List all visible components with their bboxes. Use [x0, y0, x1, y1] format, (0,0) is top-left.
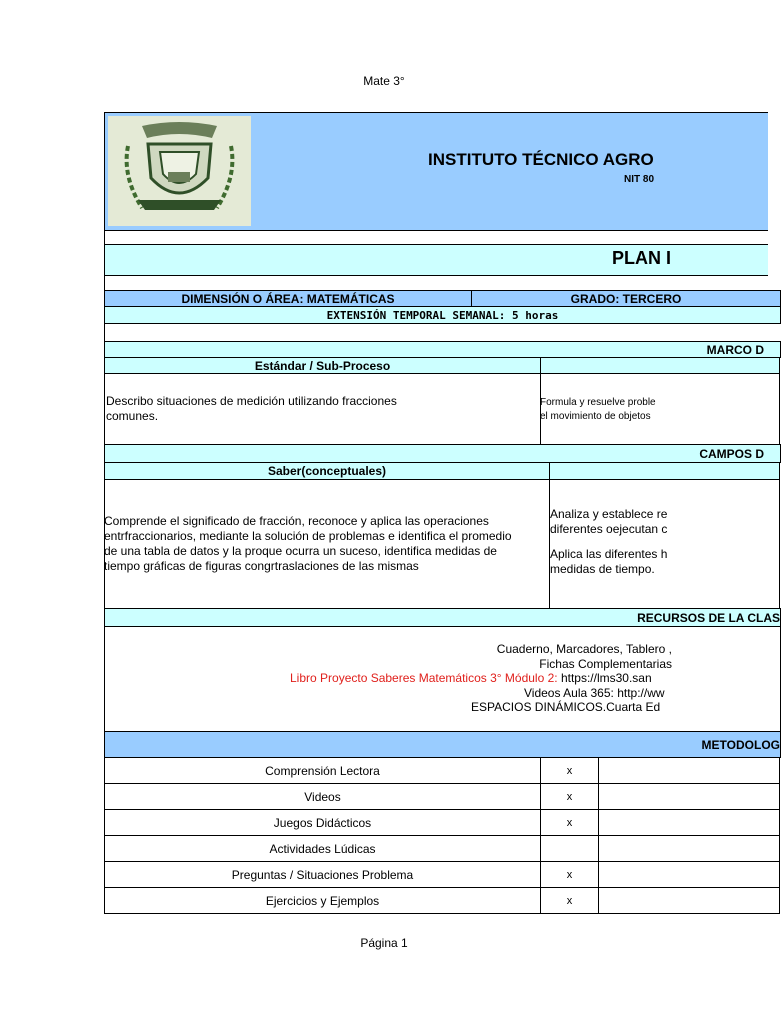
- metodologia-row-label: Ejercicios y Ejemplos: [104, 887, 541, 914]
- campos-right-line: Analiza y establece re: [550, 507, 668, 521]
- marco-right-line: el movimiento de objetos: [540, 411, 651, 422]
- standard-text: [106, 394, 536, 424]
- school-logo: [108, 116, 251, 226]
- metodologia-row-extra: [598, 835, 780, 862]
- standard-line: Describo situaciones de medición utilizando fracciones: [106, 394, 397, 408]
- saber-line: Comprende el significado de fracción, reconoce y aplica las operaciones: [104, 514, 489, 528]
- marco-right-line: Formula y resuelve proble: [540, 397, 656, 408]
- videos-line: Videos Aula 365: http://ww: [524, 686, 665, 700]
- libro-label: Libro Proyecto Saberes Matemáticos 3° Módulo 2:: [290, 671, 558, 685]
- recursos-line: Fichas Complementarias: [539, 656, 672, 671]
- metodologia-row-extra: [598, 861, 780, 888]
- metodologia-row-mark: x: [540, 861, 599, 888]
- spacer-row: [104, 230, 768, 244]
- campos-right-header: [549, 462, 780, 480]
- campos-right-text: [550, 507, 768, 577]
- institution-nit: NIT 80: [624, 174, 655, 185]
- saber-line: de una tabla de datos y la proque ocurra un suceso, identifica medidas de: [104, 544, 497, 558]
- spacer-row: [104, 324, 768, 341]
- metodologia-row-label: Comprensión Lectora: [104, 757, 541, 784]
- metodologia-row-mark: [540, 835, 599, 862]
- plan-title: PLAN I: [612, 248, 672, 268]
- standard-header: Estándar / Sub-Proceso: [104, 357, 541, 374]
- area-cell: DIMENSIÓN O ÁREA: MATEMÁTICAS: [104, 290, 472, 307]
- metodologia-row-mark: x: [540, 757, 599, 784]
- saber-line: entrfraccionarios, mediante la solución de problemas e identifica el promedio: [104, 529, 512, 543]
- recursos-text: [104, 642, 672, 671]
- standard-line: comunes.: [106, 409, 159, 423]
- campos-title: CAMPOS D: [104, 444, 781, 463]
- metodologia-row-label: Actividades Lúdicas: [104, 835, 541, 862]
- plan-sheet: [104, 112, 780, 914]
- metodologia-row-label: Preguntas / Situaciones Problema: [104, 861, 541, 888]
- grade-cell: GRADO: TERCERO: [471, 290, 781, 307]
- libro-line: [290, 671, 770, 686]
- metodologia-row-mark: x: [540, 887, 599, 914]
- campos-right-line: Aplica las diferentes h: [550, 547, 668, 561]
- campos-right-line: medidas de tiempo.: [550, 562, 655, 576]
- recursos-title: [104, 608, 781, 627]
- metodologia-row-extra: [598, 757, 780, 784]
- libro-url: https://lms30.san: [557, 671, 652, 685]
- page-header: Mate 3°: [363, 74, 405, 88]
- metodologia-row-mark: x: [540, 783, 599, 810]
- extension-cell: EXTENSIÓN TEMPORAL SEMANAL: 5 horas: [104, 306, 781, 324]
- metodologia-row-mark: x: [540, 809, 599, 836]
- marco-right-text: [540, 396, 768, 424]
- marco-title: MARCO D: [104, 341, 781, 358]
- saber-line: tiempo gráficas de figuras congrtraslaciones de las mismas: [104, 559, 419, 573]
- marco-right-header: [540, 357, 780, 374]
- metodologia-row-extra: [598, 809, 780, 836]
- recursos-title-text: RECURSOS DE LA CLAS: [637, 610, 780, 625]
- metodologia-row-extra: [598, 783, 780, 810]
- metodologia-row-extra: [598, 887, 780, 914]
- saber-text: [104, 514, 548, 574]
- metodologia-title-text: METODOLOG: [701, 737, 780, 752]
- recursos-line: Cuaderno, Marcadores, Tablero ,: [496, 642, 672, 656]
- metodologia-row-label: Videos: [104, 783, 541, 810]
- saber-header: Saber(conceptuales): [104, 462, 550, 480]
- institution-name: INSTITUTO TÉCNICO AGRO: [428, 150, 654, 169]
- school-crest-icon: [108, 116, 251, 226]
- espacios-line: ESPACIOS DINÁMICOS.Cuarta Ed: [471, 700, 661, 714]
- page-footer: Página 1: [360, 936, 408, 950]
- metodologia-row-label: Juegos Didácticos: [104, 809, 541, 836]
- campos-right-line: diferentes oejecutan c: [550, 522, 668, 536]
- metodologia-title: [104, 731, 781, 758]
